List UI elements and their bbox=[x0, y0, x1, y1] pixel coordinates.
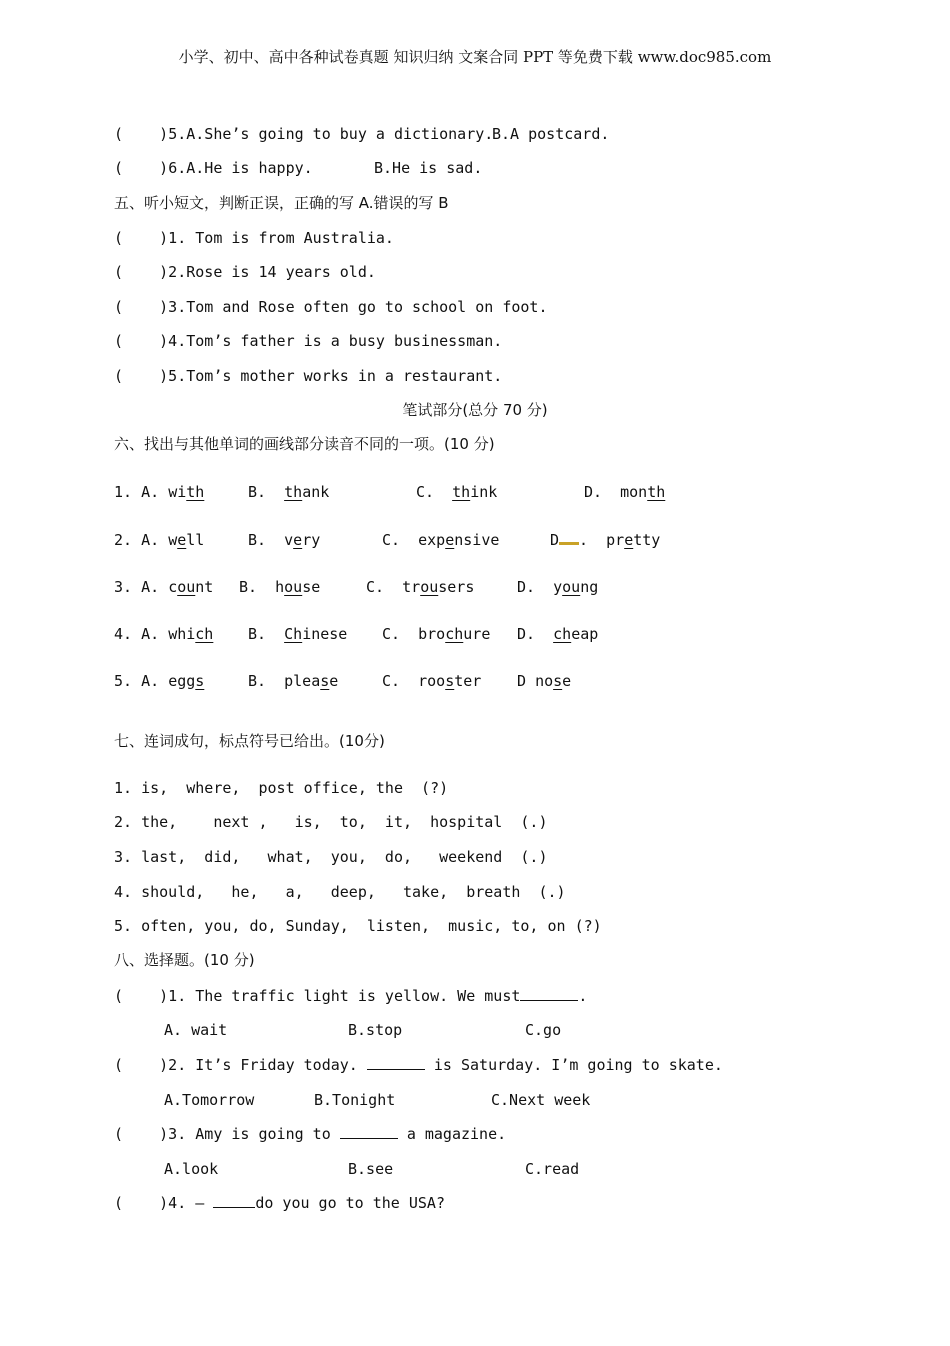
section-5-item-4: ( )4.Tom’s father is a busy businessman. bbox=[114, 332, 503, 350]
written-part-title: 笔试部分(总分 70 分) bbox=[402, 401, 548, 419]
listening-item-6-option-b: B.He is sad. bbox=[374, 159, 483, 177]
listening-item-5: ( )5.A.She’s going to buy a dictionary. bbox=[114, 125, 494, 143]
s6-q2-number: 2. A. well bbox=[114, 531, 205, 549]
s8-q2-option-a: A.Tomorrow bbox=[164, 1091, 255, 1109]
s6-q3-option-d: D. young bbox=[517, 578, 599, 596]
s6-q1-option-d: D. month bbox=[584, 483, 666, 501]
section-8-q2: ( )2. It’s Friday today. is Saturday. I’m going to skate. bbox=[114, 1056, 723, 1074]
answer-blank bbox=[340, 1124, 398, 1139]
answer-blank bbox=[520, 986, 578, 1001]
s8-q2-option-c: C.Next week bbox=[491, 1091, 591, 1109]
section-7-item-4: 4. should, he, a, deep, take, breath (.) bbox=[114, 883, 566, 901]
s6-q2-option-d: D . pretty bbox=[550, 531, 661, 549]
s6-q2-option-b: B. very bbox=[248, 531, 321, 549]
s6-q4-option-d: D. cheap bbox=[517, 625, 599, 643]
s6-q1-number: 1. A. with bbox=[114, 483, 205, 501]
listening-item-5-option-b: B.A postcard. bbox=[492, 125, 610, 143]
s8-q2-option-b: B.Tonight bbox=[314, 1091, 396, 1109]
s8-q3-option-a: A.look bbox=[164, 1160, 219, 1178]
s6-q3-number: 3. A. count bbox=[114, 578, 214, 596]
s6-q5-number: 5. A. eggs bbox=[114, 672, 205, 690]
s6-q5-option-c: C. rooster bbox=[382, 672, 482, 690]
section-7-title: 七、连词成句，标点符号已给出。(10分) bbox=[114, 732, 385, 750]
s6-q5-option-d: D nose bbox=[517, 672, 572, 690]
s6-q2-option-c: C. expensive bbox=[382, 531, 500, 549]
section-7-item-3: 3. last, did, what, you, do, weekend (.) bbox=[114, 848, 548, 866]
section-8-title: 八、选择题。(10 分) bbox=[114, 951, 255, 969]
page-header: 小学、初中、高中各种试卷真题 知识归纳 文案合同 PPT 等免费下载 www.doc985.com bbox=[178, 48, 772, 66]
section-7-item-2: 2. the, next , is, to, it, hospital (.) bbox=[114, 813, 548, 831]
section-6-title: 六、找出与其他单词的画线部分读音不同的一项。(10 分) bbox=[114, 435, 495, 453]
section-8-q1: ( )1. The traffic light is yellow. We must . bbox=[114, 987, 588, 1005]
s8-q3-option-c: C.read bbox=[525, 1160, 580, 1178]
section-5-item-2: ( )2.Rose is 14 years old. bbox=[114, 263, 376, 281]
s8-q1-option-b: B.stop bbox=[348, 1021, 403, 1039]
s6-q4-option-c: C. brochure bbox=[382, 625, 491, 643]
answer-blank bbox=[213, 1193, 255, 1208]
listening-item-6: ( )6.A.He is happy. bbox=[114, 159, 313, 177]
s6-q4-option-b: B. Chinese bbox=[248, 625, 348, 643]
section-5-title: 五、听小短文，判断正误，正确的写 A.错误的写 B bbox=[114, 194, 449, 212]
s8-q1-option-a: A. wait bbox=[164, 1021, 228, 1039]
section-5-item-5: ( )5.Tom’s mother works in a restaurant. bbox=[114, 367, 503, 385]
answer-blank bbox=[367, 1055, 425, 1070]
section-7-item-5: 5. often, you, do, Sunday, listen, music, to, on (?) bbox=[114, 917, 602, 935]
s6-q3-option-c: C. trousers bbox=[366, 578, 475, 596]
section-8-q4: ( )4. — do you go to the USA? bbox=[114, 1194, 445, 1212]
section-7-item-1: 1. is, where, post office, the (?) bbox=[114, 779, 449, 797]
s6-q5-option-b: B. please bbox=[248, 672, 339, 690]
s6-q3-option-b: B. house bbox=[239, 578, 321, 596]
s8-q1-option-c: C.go bbox=[525, 1021, 562, 1039]
s6-q4-number: 4. A. which bbox=[114, 625, 214, 643]
s8-q3-option-b: B.see bbox=[348, 1160, 394, 1178]
highlight-mark bbox=[559, 530, 579, 545]
section-5-item-3: ( )3.Tom and Rose often go to school on foot. bbox=[114, 298, 548, 316]
section-8-q3: ( )3. Amy is going to a magazine. bbox=[114, 1125, 507, 1143]
s6-q1-option-c: C. think bbox=[416, 483, 498, 501]
section-5-item-1: ( )1. Tom is from Australia. bbox=[114, 229, 394, 247]
s6-q1-option-b: B. thank bbox=[248, 483, 330, 501]
